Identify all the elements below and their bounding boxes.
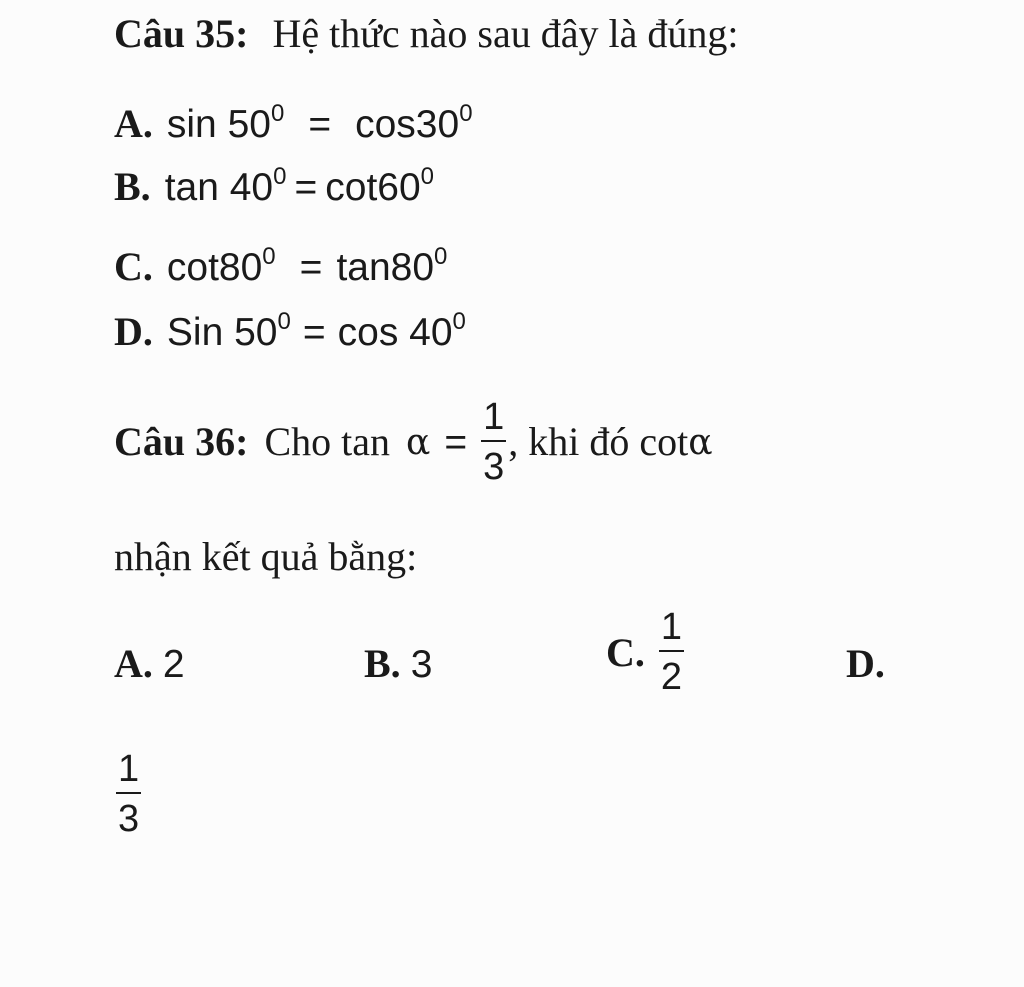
fraction-one-third <box>116 750 141 838</box>
option-lhs: $\sin 50^0$ <box>166 100 285 146</box>
option-label: D. <box>114 309 153 354</box>
question-36-tail: , khi đó cot <box>508 419 689 464</box>
equals-sign: = <box>299 246 323 289</box>
option-35-c <box>114 243 447 290</box>
option-lhs: Sin $50^0$ <box>166 308 291 354</box>
option-35-d <box>114 308 466 355</box>
option-36-b <box>364 640 432 687</box>
fraction-numerator: 1 <box>660 606 683 648</box>
fraction-denominator: 3 <box>483 446 505 488</box>
equals-sign: = <box>294 166 318 209</box>
option-label: A. <box>114 101 153 146</box>
question-36-line2: nhận kết quả bằng: <box>114 534 418 579</box>
option-label: A. <box>114 641 153 686</box>
fraction-denominator: 3 <box>118 798 140 840</box>
option-lhs: $\tan 40^0$ <box>164 163 287 209</box>
question-36-number: Câu 36: <box>114 419 249 464</box>
fraction-one-half <box>659 608 684 696</box>
fraction-numerator: 1 <box>118 748 140 790</box>
option-36-d-value <box>116 750 141 838</box>
option-label: D. <box>846 641 885 686</box>
option-lhs: $\cot 80^0$ <box>166 243 276 289</box>
equals-sign: = <box>444 420 468 464</box>
option-label: B. <box>364 641 401 686</box>
option-rhs: $\cot 60^0$ <box>325 163 435 209</box>
question-36-heading <box>114 398 713 486</box>
option-35-b <box>114 163 434 210</box>
question-35-number: Câu 35: <box>114 11 249 56</box>
question-36-lead: Cho tan <box>264 419 390 464</box>
option-label: C. <box>114 244 153 289</box>
fraction-denominator: 2 <box>660 656 683 698</box>
option-rhs: $\cos 30^0$ <box>355 100 473 146</box>
question-35-prompt: Hệ thức nào sau đây là đúng: <box>272 11 739 56</box>
option-36-c <box>606 608 684 696</box>
option-label: C. <box>606 629 645 675</box>
alpha-symbol: α <box>406 421 431 463</box>
alpha-symbol-tail: α <box>688 421 713 463</box>
option-label: B. <box>114 164 151 209</box>
option-rhs: $\cos 40^0$ <box>337 308 466 354</box>
option-value: 3 <box>410 643 433 686</box>
fraction-numerator: 1 <box>483 396 505 438</box>
option-value: 2 <box>162 643 185 686</box>
option-36-d <box>846 640 899 687</box>
equals-sign: = <box>308 103 332 146</box>
option-rhs: $\tan 80^0$ <box>336 243 448 289</box>
option-35-a <box>114 100 473 147</box>
fraction-one-third <box>481 398 506 486</box>
option-36-a <box>114 640 185 687</box>
equals-sign: = <box>302 311 326 354</box>
question-35-heading <box>114 11 739 56</box>
